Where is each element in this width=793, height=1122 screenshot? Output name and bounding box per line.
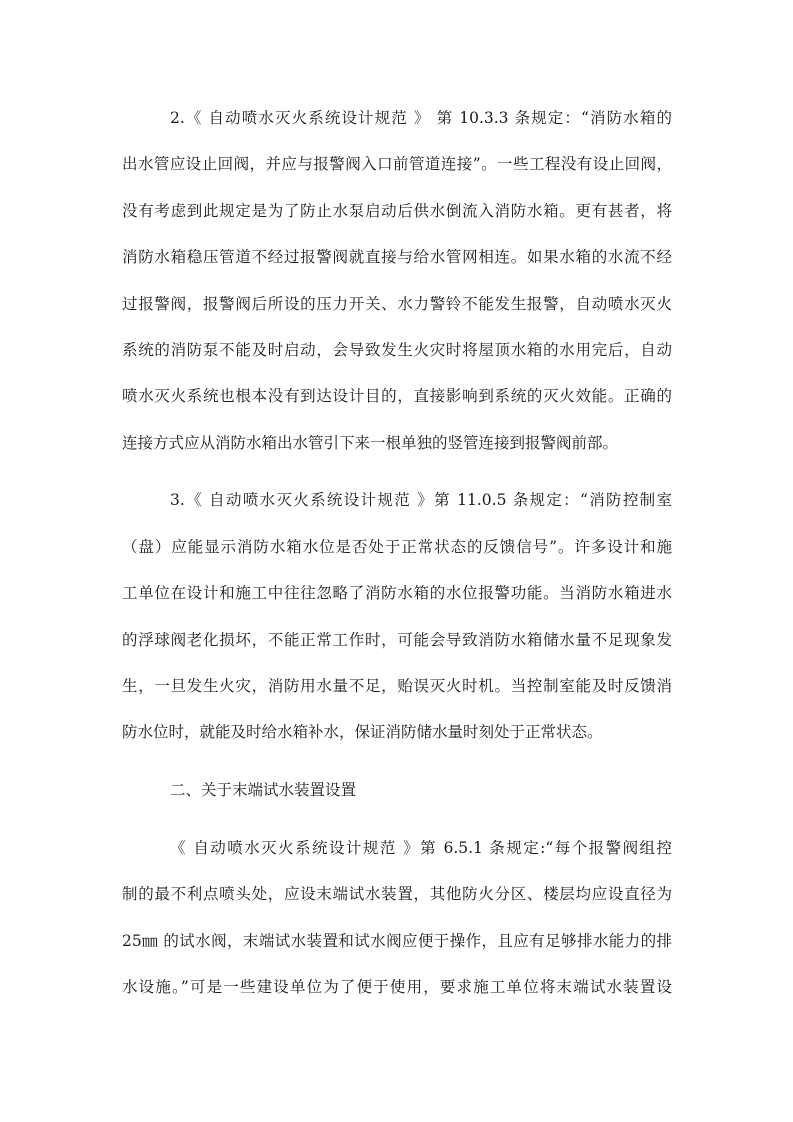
paragraph-2-line-1: 3.《 自动喷水灭火系统设计规范 》第 11.0.5 条规定：“消防控制室: [170, 491, 672, 509]
paragraph-2-line-6: 防水位时，就能及时给水箱补水，保证消防储水量时刻处于正常状态。: [122, 723, 603, 741]
paragraph-1-line-1: 2.《 自动喷水灭火系统设计规范 》 第 10.3.3 条规定：“消防水箱的: [170, 109, 672, 127]
paragraph-1-line-5: 过报警阀，报警阀后所设的压力开关、水力警铃不能发生报警，自动喷水灭火: [122, 295, 672, 313]
paragraph-2-line-5: 生，一旦发生火灾，消防用水量不足，贻误灭火时机。当控制室能及时反馈消: [122, 677, 672, 695]
paragraph-3-line-1: 《 自动喷水灭火系统设计规范 》第 6.5.1 条规定:“每个报警阀组控: [170, 839, 672, 857]
paragraph-3-line-2: 制的最不利点喷头处，应设末端试水装置，其他防火分区、楼层均应设直径为: [122, 885, 672, 903]
paragraph-1-line-3: 没有考虑到此规定是为了防止水泵启动后供水倒流入消防水箱。更有甚者，将: [122, 202, 672, 220]
paragraph-3-line-3: 25㎜ 的试水阀，末端试水装置和试水阀应便于操作，且应有足够排水能力的排: [122, 932, 672, 950]
paragraph-2-line-3: 工单位在设计和施工中往往忽略了消防水箱的水位报警功能。当消防水箱进水: [122, 584, 672, 602]
paragraph-2-line-4: 的浮球阀老化损坏，不能正常工作时，可能会导致消防水箱储水量不足现象发: [122, 631, 672, 649]
paragraph-2-line-2: （盘）应能显示消防水箱水位是否处于正常状态的反馈信号”。许多设计和施: [122, 538, 672, 556]
paragraph-1-line-8: 连接方式应从消防水箱出水管引下来一根单独的竖管连接到报警阀前部。: [122, 434, 619, 452]
paragraph-1-line-6: 系统的消防泵不能及时启动，会导致发生火灾时将屋顶水箱的水用完后，自动: [122, 341, 672, 359]
section-heading: 二、关于末端试水装置设置: [170, 781, 357, 799]
paragraph-1-line-7: 喷水灭火系统也根本没有到达设计目的，直接影响到系统的灭火效能。正确的: [122, 387, 672, 405]
paragraph-1-line-4: 消防水箱稳压管道不经过报警阀就直接与给水管网相连。如果水箱的水流不经: [122, 248, 672, 266]
paragraph-3-line-4: 水设施。”可是一些建设单位为了便于使用，要求施工单位将末端试水装置设: [122, 978, 672, 996]
paragraph-1-line-2: 出水管应设止回阀，并应与报警阀入口前管道连接”。一些工程没有设止回阀，: [122, 155, 672, 173]
